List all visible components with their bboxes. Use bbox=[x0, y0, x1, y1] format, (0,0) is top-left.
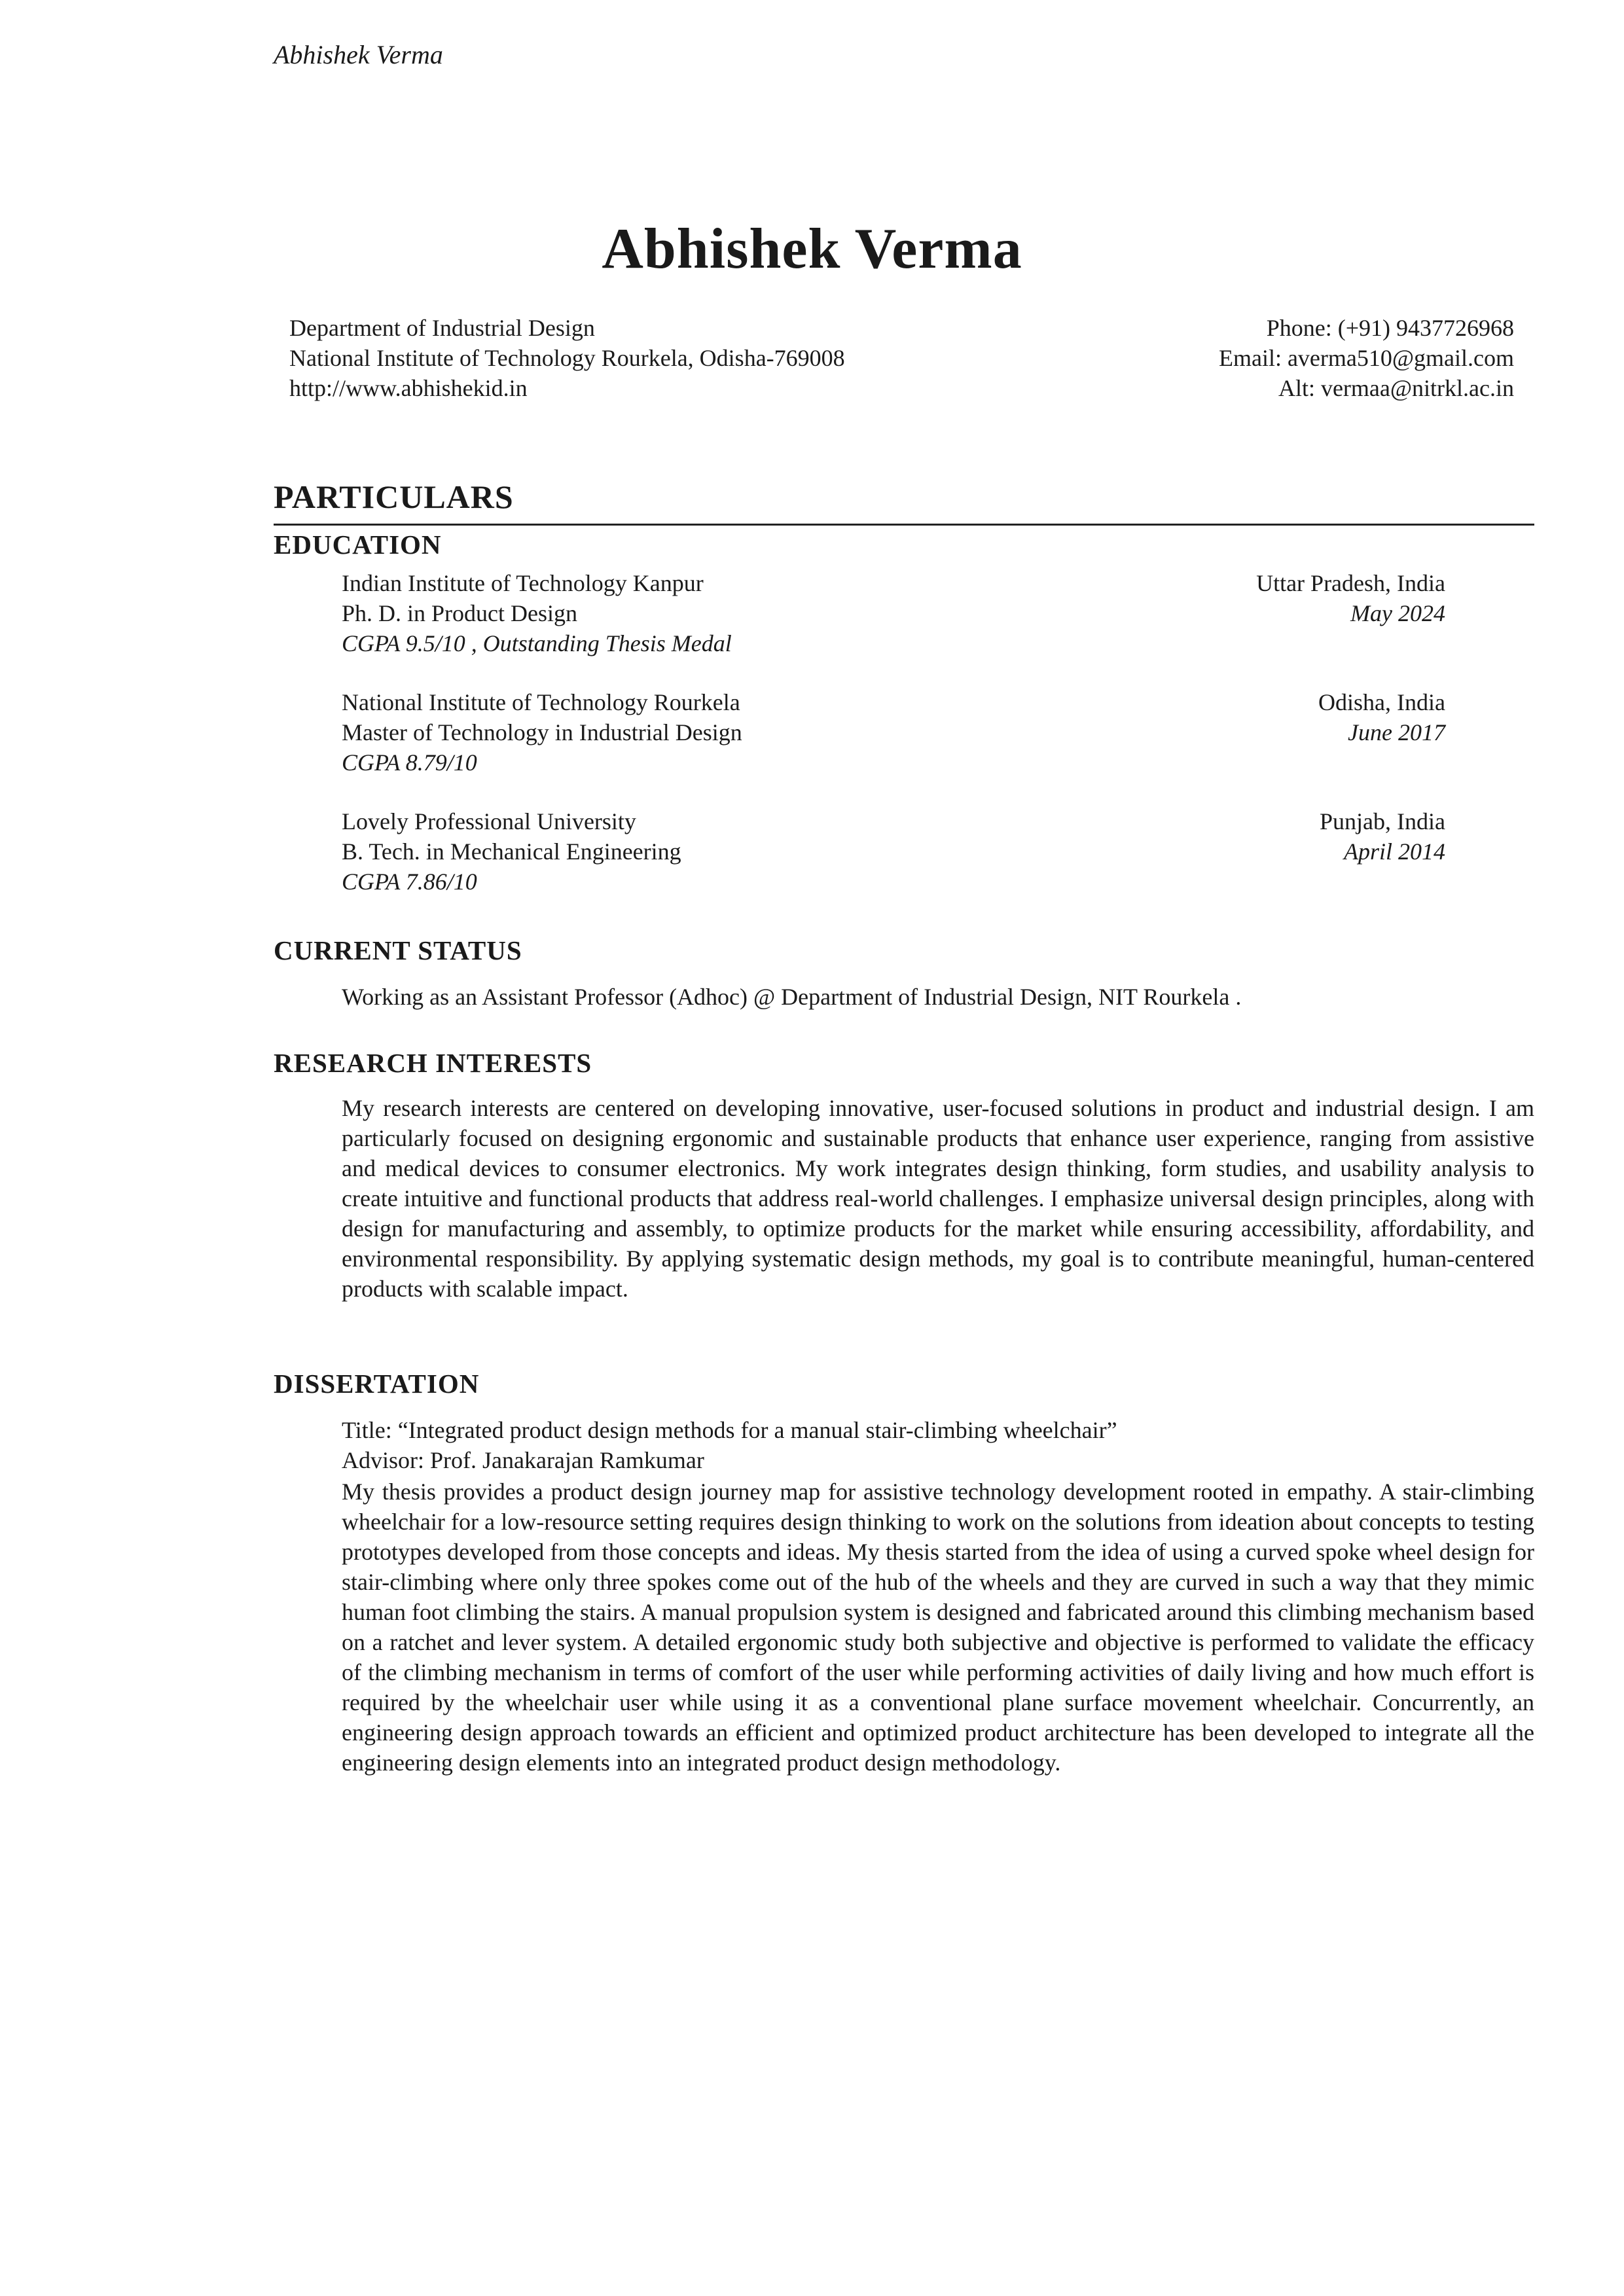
page-title: Abhishek Verma bbox=[602, 217, 1022, 281]
institution-location: Punjab, India bbox=[1320, 808, 1445, 834]
degree-name: Master of Technology in Industrial Design bbox=[342, 719, 742, 745]
running-header: Abhishek Verma bbox=[274, 40, 443, 69]
dissertation-paragraph: My thesis provides a product design journey map for assistive technology development rooted in empathy. A stair-climbing wheelchair for a low-resource setting requires design thinking to work on the solutions from ideation about concepts to testing prototypes developed from those concepts and ideas. My thesis started from the idea of using a curved spoke wheel design for stair-climbing where only three spokes come out of the hub of the wheels and they are curved in such a way that they mimic human foot climbing the stairs. A manual propulsion system is designed and fabricated around this climbing mechanism based on a ratchet and lever system. A detailed ergonomic study both subjective and objective is performed to validate the efficacy of the climbing mechanism in terms of comfort of the user while performing activities of daily living and how much effort is required by the wheelchair user while using it as a conventional plane surface movement wheelchair. Concurrently, an engineering design approach towards an efficient and optimized product architecture has been developed to integrate all the engineering design elements into an integrated product design methodology. bbox=[342, 1479, 1534, 1776]
research-interests-paragraph: My research interests are centered on developing innovative, user-focused solutions in product and industrial design. I am particularly focused on designing ergonomic and sustainable products that enhance user experience, ranging from assistive and medical devices to consumer electronics. My work integrates design thinking, form studies, and usability analysis to create intuitive and functional products that address real-world challenges. I emphasize universal design principles, along with design for manufacturing and assembly, to optimize products for the market while ensuring accessibility, affordability, and environmental responsibility. By applying systematic design methods, my goal is to contribute meaningful, human-centered products with scalable impact. bbox=[342, 1095, 1534, 1302]
education-entry bbox=[342, 687, 1445, 778]
degree-grade: CGPA 9.5/10 , Outstanding Thesis Medal bbox=[342, 630, 732, 656]
institution-name: Indian Institute of Technology Kanpur bbox=[342, 570, 704, 596]
education-entry bbox=[342, 806, 1445, 897]
degree-date: April 2014 bbox=[1343, 838, 1445, 865]
institution-name: National Institute of Technology Rourkela bbox=[342, 689, 740, 715]
education-entry bbox=[342, 568, 1445, 658]
current-status-heading: CURRENT STATUS bbox=[274, 935, 522, 965]
alt-email-link[interactable]: Alt: vermaa@nitrkl.ac.in bbox=[1278, 375, 1514, 401]
institution-location: Odisha, India bbox=[1318, 689, 1445, 715]
section-rule bbox=[274, 524, 1534, 526]
institute-line: National Institute of Technology Rourkela, Odisha-769008 bbox=[289, 345, 845, 371]
degree-date: June 2017 bbox=[1348, 719, 1445, 745]
degree-grade: CGPA 8.79/10 bbox=[342, 749, 477, 776]
current-status-text: Working as an Assistant Professor (Adhoc) @ Department of Industrial Design, NIT Rourkela . bbox=[342, 984, 1242, 1010]
education-heading: EDUCATION bbox=[274, 529, 442, 560]
dissertation-title: Title: “Integrated product design methods for a manual stair-climbing wheelchair” bbox=[342, 1417, 1117, 1443]
dissertation-advisor: Advisor: Prof. Janakarajan Ramkumar bbox=[342, 1447, 704, 1473]
degree-grade: CGPA 7.86/10 bbox=[342, 869, 477, 895]
email-link[interactable]: Email: averma510@gmail.com bbox=[1218, 345, 1514, 371]
degree-date: May 2024 bbox=[1350, 600, 1445, 626]
website-link[interactable]: http://www.abhishekid.in bbox=[289, 375, 528, 401]
department-line: Department of Industrial Design bbox=[289, 315, 595, 341]
institution-name: Lovely Professional University bbox=[342, 808, 636, 834]
research-interests-heading: RESEARCH INTERESTS bbox=[274, 1048, 592, 1078]
particulars-heading: PARTICULARS bbox=[274, 478, 514, 515]
degree-name: Ph. D. in Product Design bbox=[342, 600, 577, 626]
contact-address-block bbox=[289, 313, 845, 403]
degree-name: B. Tech. in Mechanical Engineering bbox=[342, 838, 681, 865]
institution-location: Uttar Pradesh, India bbox=[1256, 570, 1445, 596]
dissertation-heading: DISSERTATION bbox=[274, 1369, 480, 1399]
contact-info-block bbox=[1219, 313, 1514, 403]
phone-line: Phone: (+91) 9437726968 bbox=[1266, 315, 1514, 341]
